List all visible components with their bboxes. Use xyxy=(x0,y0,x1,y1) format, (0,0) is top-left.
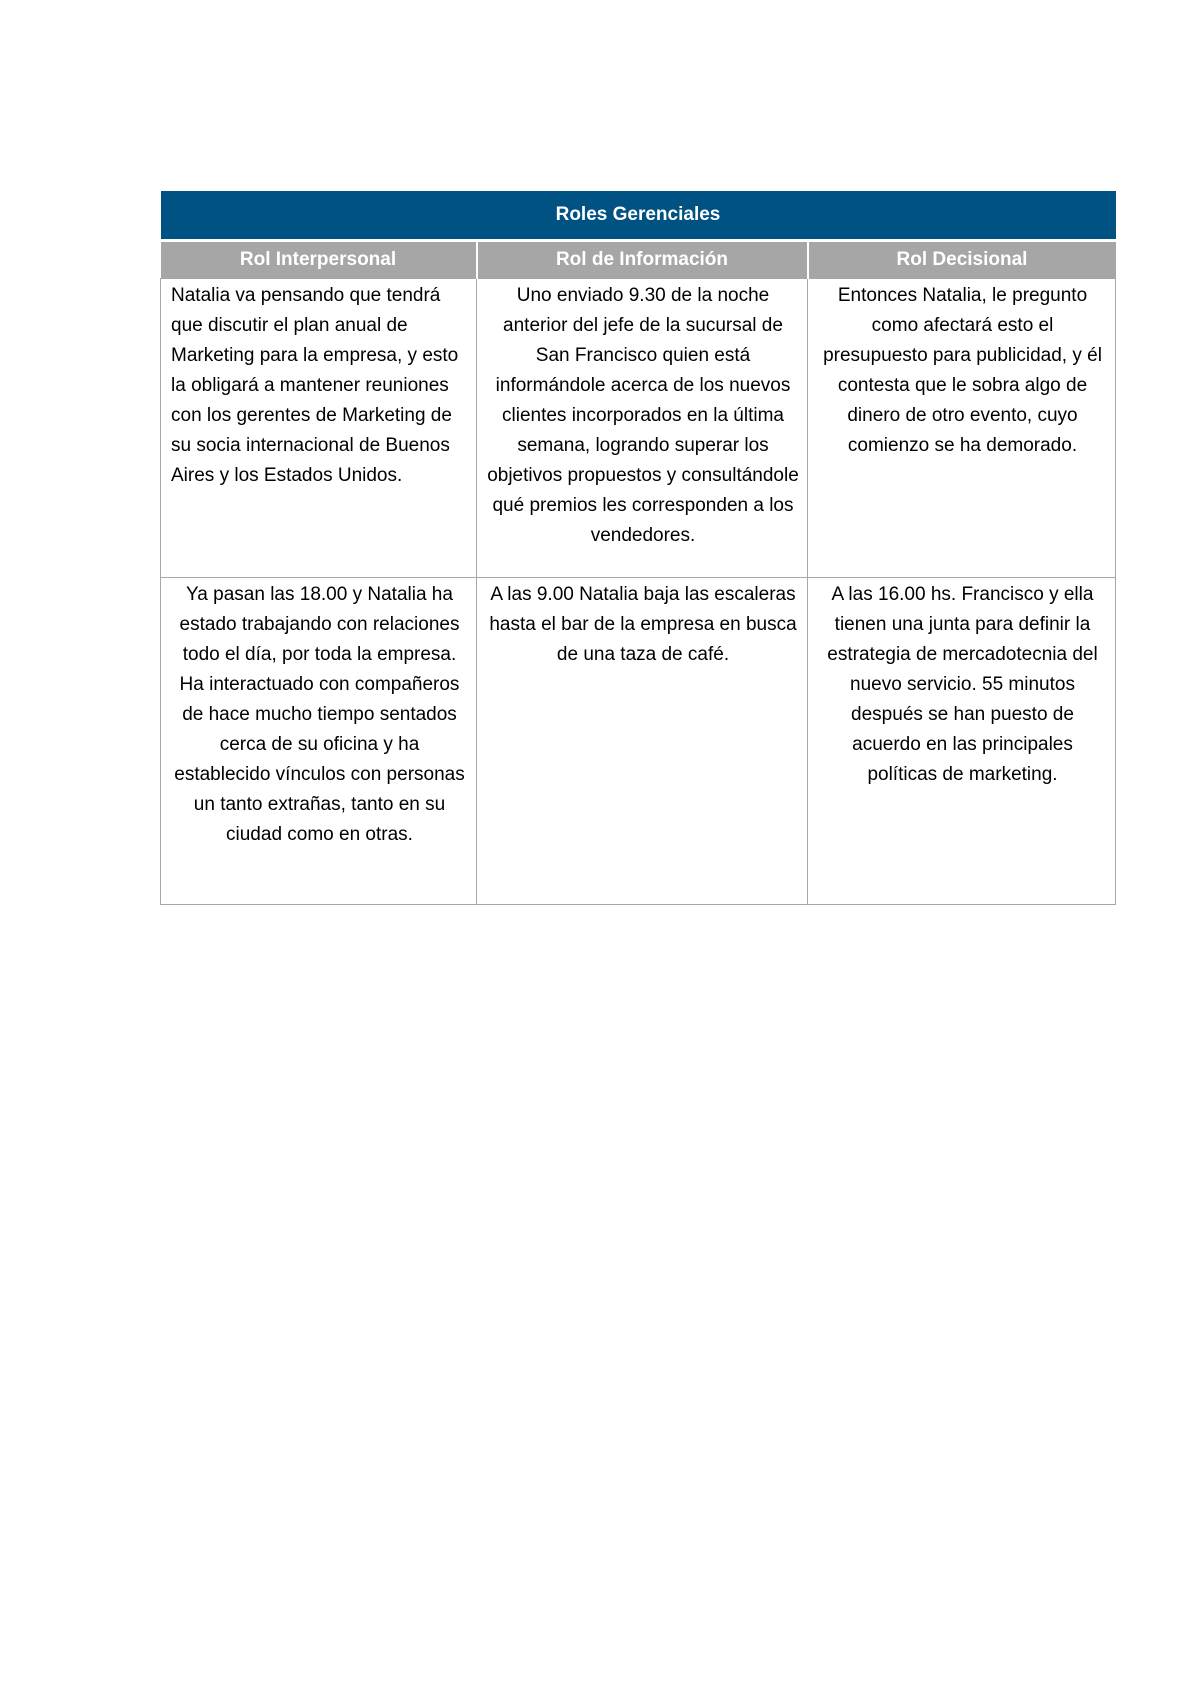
header-rol-informacion: Rol de Información xyxy=(477,241,808,279)
cell-interpersonal-2: Ya pasan las 18.00 y Natalia ha estado trabajando con relaciones todo el día, por toda la empresa. Ha interactuado con compañeros de hace mucho tiempo sentados cerca de su oficina y ha establecido vínculos con personas un tanto extrañas, tanto en su ciudad como en otras. xyxy=(161,578,477,905)
roles-table xyxy=(160,191,1116,905)
table-title-row xyxy=(161,191,1116,241)
table-title: Roles Gerenciales xyxy=(161,191,1116,241)
table-row xyxy=(161,578,1116,905)
table-row xyxy=(161,279,1116,578)
cell-decisional-1: Entonces Natalia, le pregunto como afectará esto el presupuesto para publicidad, y él contesta que le sobra algo de dinero de otro evento, cuyo comienzo se ha demorado. xyxy=(808,279,1116,578)
header-rol-interpersonal: Rol Interpersonal xyxy=(161,241,477,279)
header-rol-decisional: Rol Decisional xyxy=(808,241,1116,279)
cell-decisional-2: A las 16.00 hs. Francisco y ella tienen una junta para definir la estrategia de mercadotecnia del nuevo servicio. 55 minutos después se han puesto de acuerdo en las principales políticas de marketing. xyxy=(808,578,1116,905)
cell-interpersonal-1: Natalia va pensando que tendrá que discutir el plan anual de Marketing para la empresa, y esto la obligará a mantener reuniones con los gerentes de Marketing de su socia internacional de Buenos Aires y los Estados Unidos. xyxy=(161,279,477,578)
table-header-row xyxy=(161,241,1116,279)
cell-informacion-2: A las 9.00 Natalia baja las escaleras hasta el bar de la empresa en busca de una taza de café. xyxy=(477,578,808,905)
cell-informacion-1: Uno enviado 9.30 de la noche anterior del jefe de la sucursal de San Francisco quien está informándole acerca de los nuevos clientes incorporados en la última semana, logrando superar los objetivos propuestos y consultándole qué premios les corresponden a los vendedores. xyxy=(477,279,808,578)
